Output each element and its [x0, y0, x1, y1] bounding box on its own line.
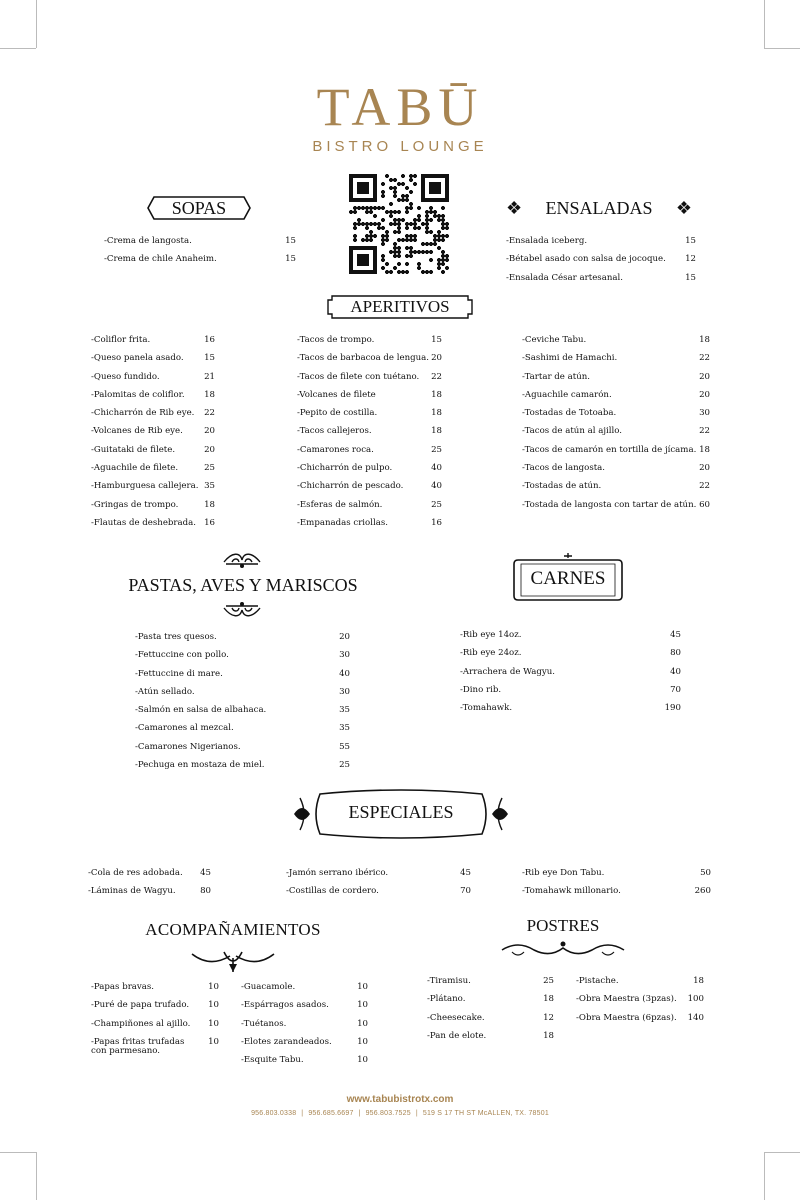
menu-item-price: 10: [357, 982, 368, 992]
menu-item-price: 16: [431, 517, 442, 528]
section-heading-postres: [508, 914, 618, 938]
separator: |: [301, 1110, 304, 1117]
menu-item: [297, 459, 442, 477]
flourish-ornament-icon: [190, 944, 276, 974]
menu-item-name: -Fettuccine di mare.: [135, 668, 223, 679]
menu-item: [297, 331, 442, 349]
menu-list-carnes: [460, 626, 681, 717]
menu-item-name: -Salmón en salsa de albahaca.: [135, 705, 267, 716]
menu-item-name: -Tacos de atún al ajillo.: [522, 426, 623, 437]
menu-item: [241, 1015, 368, 1033]
menu-item-price: 35: [339, 705, 350, 716]
menu-item: [460, 663, 681, 681]
menu-item-price: 18: [543, 1030, 554, 1041]
menu-list-aperitivos-col3: [522, 331, 710, 514]
menu-item-name: -Tomahawk millonario.: [522, 886, 621, 897]
menu-item: [297, 349, 442, 367]
menu-item-name: -Ceviche Tabu.: [522, 335, 587, 345]
menu-item: [91, 331, 215, 349]
menu-list-aperitivos-col1: [91, 331, 215, 532]
menu-item-price: 25: [431, 499, 442, 510]
menu-item-name: -Aguachile camarón.: [522, 389, 612, 400]
menu-item: [88, 864, 211, 882]
menu-item-price: 16: [204, 517, 215, 528]
menu-item-price: 10: [208, 982, 219, 992]
website-link[interactable]: www.tabubistrotx.com: [346, 1094, 454, 1105]
menu-item: [522, 349, 710, 367]
menu-item-price: 70: [670, 684, 681, 695]
menu-item-price: 25: [543, 976, 554, 986]
menu-item-name: -Camarones al mezcal.: [135, 723, 234, 734]
menu-item-name: -Jamón serrano ibérico.: [286, 868, 389, 878]
menu-item: [135, 628, 350, 646]
menu-item-price: 45: [200, 868, 211, 878]
flourish-right-icon: ❖: [675, 198, 692, 218]
menu-item-price: 25: [339, 760, 350, 771]
menu-item-price: 30: [339, 650, 350, 661]
section-title: POSTRES: [526, 916, 600, 935]
menu-item-price: 10: [208, 1036, 219, 1047]
menu-item: [91, 386, 215, 404]
menu-item: [427, 1027, 554, 1045]
menu-item: [522, 441, 710, 459]
menu-item-price: 18: [699, 335, 710, 345]
menu-item-price: 18: [693, 976, 704, 986]
menu-item-name: -Esferas de salmón.: [297, 499, 383, 510]
section-heading-sopas: [146, 193, 252, 223]
menu-item-price: 15: [204, 353, 215, 364]
menu-item-name: -Camarones roca.: [297, 444, 374, 455]
menu-item: [427, 972, 554, 990]
section-heading-acompanamientos: [128, 918, 338, 942]
menu-item-price: 100: [687, 994, 704, 1005]
menu-item-name: -Crema de chile Anaheim.: [104, 254, 217, 265]
menu-item-name: -Tostada de langosta con tartar de atún.: [522, 499, 697, 510]
menu-item-price: 25: [431, 444, 442, 455]
menu-item-name: -Espárragos asados.: [241, 1000, 329, 1011]
menu-list-especiales-col2: [286, 864, 471, 901]
scroll-ornament-icon: [222, 598, 262, 620]
menu-item-price: 25: [204, 463, 215, 474]
menu-item: [297, 441, 442, 459]
menu-item: [297, 514, 442, 532]
menu-item-name: -Tacos de camarón en tortilla de jícama.: [522, 444, 697, 455]
menu-item-name: -Aguachile de filete.: [91, 463, 179, 474]
menu-item-name: -Queso fundido.: [91, 371, 160, 382]
menu-item: [104, 232, 296, 250]
menu-item-price: 18: [431, 426, 442, 437]
menu-item-price: 10: [357, 1018, 368, 1029]
menu-item-name: -Tacos de filete con tuétano.: [297, 371, 420, 382]
menu-item-name: -Guitataki de filete.: [91, 444, 176, 455]
menu-item-name: -Pan de elote.: [427, 1030, 487, 1041]
menu-item-price: 18: [431, 408, 442, 419]
menu-item: [88, 882, 211, 900]
menu-item: [576, 972, 704, 990]
section-title: SOPAS: [171, 198, 227, 218]
menu-item-name: -Ensalada iceberg.: [506, 236, 588, 246]
menu-item-price: 15: [285, 236, 296, 246]
menu-item-name: -Tostadas de atún.: [522, 481, 602, 492]
menu-item-name-continued: con parmesano.: [91, 1045, 161, 1056]
menu-item: [460, 626, 681, 644]
menu-item-price: 140: [687, 1012, 704, 1023]
menu-item-name: -Puré de papa trufado.: [91, 1000, 190, 1011]
menu-item-name: -Atún sellado.: [135, 686, 195, 697]
menu-item-name: -Flautas de deshebrada.: [91, 517, 197, 528]
menu-list-ensaladas: [506, 232, 696, 287]
menu-item-price: 35: [204, 481, 215, 492]
menu-item-name: -Pistache.: [576, 976, 619, 986]
menu-item: [522, 459, 710, 477]
menu-item: [522, 422, 710, 440]
qr-code-icon[interactable]: [349, 174, 449, 274]
menu-item: [297, 404, 442, 422]
menu-item-price: 190: [664, 703, 681, 714]
menu-item-name: -Pechuga en mostaza de miel.: [135, 760, 265, 771]
menu-item: [135, 701, 350, 719]
menu-item-price: 15: [431, 335, 442, 345]
menu-item-price: 30: [339, 686, 350, 697]
menu-item-price: 10: [208, 1000, 219, 1011]
menu-item: [91, 459, 215, 477]
address: 519 S 17 TH ST McALLEN, TX. 78501: [422, 1110, 549, 1117]
menu-item-name: -Camarones Nigerianos.: [135, 741, 241, 752]
menu-item-price: 40: [431, 481, 442, 492]
menu-item-name: -Fettuccine con pollo.: [135, 650, 229, 661]
menu-item-name: -Plátano.: [427, 994, 466, 1005]
menu-item-price: 10: [208, 1018, 219, 1029]
menu-item-price: 10: [357, 1000, 368, 1011]
menu-item-price: 18: [431, 389, 442, 400]
menu-item-name: -Gringas de trompo.: [91, 499, 179, 510]
menu-item-price: 40: [431, 463, 442, 474]
menu-item-price: 18: [204, 499, 215, 510]
menu-item: [91, 368, 215, 386]
menu-list-sopas: [104, 232, 296, 269]
menu-item-price: 45: [460, 868, 471, 878]
menu-item-name: -Sashimi de Hamachi.: [522, 353, 618, 364]
menu-item-name: -Rib eye 24oz.: [460, 648, 522, 659]
menu-item: [241, 978, 368, 996]
menu-item-price: 20: [204, 426, 215, 437]
menu-item-name: -Obra Maestra (3pzas).: [576, 994, 677, 1005]
menu-item-price: 20: [699, 371, 710, 382]
menu-item-price: 18: [204, 389, 215, 400]
menu-item-name: -Bétabel asado con salsa de jocoque.: [506, 254, 666, 265]
menu-item-name: -Chicharrón de Rib eye.: [91, 408, 195, 419]
section-heading-especiales: [290, 788, 512, 840]
menu-item: [91, 477, 215, 495]
phone-number[interactable]: 956.803.0338: [251, 1110, 297, 1117]
menu-item: [135, 683, 350, 701]
menu-item: [135, 646, 350, 664]
menu-item-name: -Chicharrón de pulpo.: [297, 463, 393, 474]
menu-item: [91, 496, 215, 514]
menu-item-name: -Chicharrón de pescado.: [297, 481, 404, 492]
menu-item-name: -Queso panela asado.: [91, 353, 184, 364]
menu-item-name: -Tacos de langosta.: [522, 463, 606, 474]
menu-item: [286, 864, 471, 882]
menu-item: [104, 250, 296, 268]
menu-item-price: 22: [699, 353, 710, 364]
menu-item-name: -Tacos de barbacoa de lengua.: [297, 353, 430, 364]
brand-subtitle: BISTRO LOUNGE: [312, 138, 488, 155]
flourish-left-icon: ❖: [506, 198, 523, 218]
menu-item-price: 20: [339, 632, 350, 642]
menu-item-price: 22: [699, 426, 710, 437]
menu-item: [427, 990, 554, 1008]
menu-item: [460, 699, 681, 717]
menu-list-postres-col2: [576, 972, 704, 1027]
menu-item: [460, 681, 681, 699]
menu-item: [241, 1033, 368, 1051]
menu-item-price: 21: [204, 371, 215, 382]
menu-item-name: -Palomitas de coliflor.: [91, 389, 185, 400]
crop-mark: [764, 1152, 800, 1153]
crop-mark: [0, 48, 36, 49]
menu-item-name: -Costillas de cordero.: [286, 886, 379, 897]
brand-logo: TABŪ: [316, 77, 484, 137]
menu-list-aperitivos-col2: [297, 331, 442, 532]
menu-item: [522, 331, 710, 349]
menu-item: [91, 996, 219, 1014]
menu-item: [135, 738, 350, 756]
menu-item-price: 18: [699, 444, 710, 455]
menu-item-name: -Cola de res adobada.: [88, 868, 183, 878]
menu-item-price: 22: [431, 371, 442, 382]
menu-item-price: 50: [700, 868, 711, 878]
menu-item-price: 70: [460, 886, 471, 897]
menu-item-name: -Esquite Tabu.: [241, 1055, 304, 1066]
menu-item: [91, 1015, 219, 1033]
menu-item-price: 40: [670, 666, 681, 677]
menu-item-price: 80: [670, 648, 681, 659]
menu-item: [91, 1033, 219, 1055]
menu-item-price: 22: [204, 408, 215, 419]
section-title: PASTAS, AVES Y MARISCOS: [128, 575, 358, 595]
menu-item-price: 260: [694, 886, 711, 897]
menu-item-price: 10: [357, 1055, 368, 1066]
menu-item-price: 20: [699, 463, 710, 474]
menu-item-name: -Crema de langosta.: [104, 236, 192, 246]
crop-mark: [36, 1152, 37, 1200]
menu-item-price: 16: [204, 335, 215, 345]
menu-item-name: -Obra Maestra (6pzas).: [576, 1012, 677, 1023]
menu-item-name: -Guacamole.: [241, 982, 296, 992]
menu-item-name: -Tiramisu.: [427, 976, 471, 986]
section-title: ESPECIALES: [348, 802, 454, 822]
menu-item: [522, 496, 710, 514]
menu-item-name: -Tostadas de Totoaba.: [522, 408, 617, 419]
menu-item-name: -Tomahawk.: [460, 703, 513, 714]
scroll-ornament-icon: [222, 550, 262, 572]
menu-item: [460, 644, 681, 662]
menu-item: [576, 990, 704, 1008]
menu-item-name: -Rib eye 14oz.: [460, 630, 522, 640]
contact-line: [0, 1110, 800, 1117]
menu-item: [135, 756, 350, 774]
menu-item: [91, 422, 215, 440]
menu-item-price: 15: [285, 254, 296, 265]
menu-item: [427, 1009, 554, 1027]
menu-item-price: 45: [670, 630, 681, 640]
menu-item-price: 12: [543, 1012, 554, 1023]
crop-mark: [36, 0, 37, 48]
menu-list-pastas: [135, 628, 350, 774]
section-title: APERITIVOS: [350, 297, 450, 316]
menu-item-name: -Empanadas criollas.: [297, 517, 388, 528]
menu-item-price: 20: [431, 353, 442, 364]
crop-mark: [764, 1152, 765, 1200]
menu-item-price: 40: [339, 668, 350, 679]
menu-item: [91, 514, 215, 532]
menu-item-name: -Tacos callejeros.: [297, 426, 372, 437]
menu-item: [506, 250, 696, 268]
menu-item-name: -Papas bravas.: [91, 982, 155, 992]
menu-item-name: -Dino rib.: [460, 684, 502, 695]
menu-item-name: -Tacos de trompo.: [297, 335, 375, 345]
menu-item: [91, 978, 219, 996]
menu-item-price: 22: [699, 481, 710, 492]
menu-item: [506, 232, 696, 250]
menu-item-name: -Papas fritas trufadas: [91, 1036, 185, 1047]
menu-item: [241, 1051, 368, 1069]
menu-list-especiales-col1: [88, 864, 211, 901]
menu-item-name: -Tartar de atún.: [522, 371, 591, 382]
menu-item: [135, 719, 350, 737]
crop-mark: [764, 48, 800, 49]
menu-item-price: 60: [699, 499, 710, 510]
menu-item-name: -Rib eye Don Tabu.: [522, 868, 605, 878]
menu-item-name: -Pasta tres quesos.: [135, 632, 217, 642]
separator: |: [358, 1110, 361, 1117]
menu-item: [576, 1009, 704, 1027]
menu-item-price: 10: [357, 1036, 368, 1047]
menu-item-price: 15: [685, 272, 696, 283]
menu-item-name: -Pepito de costilla.: [297, 408, 378, 419]
menu-item-name: -Cheesecake.: [427, 1012, 485, 1023]
menu-item: [297, 368, 442, 386]
menu-item: [241, 996, 368, 1014]
menu-item: [506, 269, 696, 287]
menu-item: [297, 386, 442, 404]
crop-mark: [0, 1152, 36, 1153]
menu-item-name: -Elotes zarandeados.: [241, 1036, 332, 1047]
menu-item: [522, 404, 710, 422]
separator: |: [415, 1110, 418, 1117]
menu-item-name: -Arrachera de Wagyu.: [460, 666, 555, 677]
menu-item: [522, 864, 711, 882]
menu-item: [522, 368, 710, 386]
menu-item-price: 35: [339, 723, 350, 734]
menu-item-price: 80: [200, 886, 211, 897]
section-heading-pastas: [116, 572, 370, 598]
menu-item-price: 12: [685, 254, 696, 265]
menu-list-postres-col1: [427, 972, 554, 1045]
menu-item-name: -Láminas de Wagyu.: [88, 886, 176, 897]
phone-number[interactable]: 956.803.7525: [365, 1110, 411, 1117]
menu-item-price: 55: [339, 741, 350, 752]
menu-item-price: 20: [699, 389, 710, 400]
section-title: ENSALADAS: [545, 198, 653, 218]
menu-item-name: -Tuétanos.: [241, 1018, 287, 1029]
section-heading-ensaladas: [506, 194, 692, 222]
menu-list-especiales-col3: [522, 864, 711, 901]
menu-item-name: -Coliflor frita.: [91, 335, 151, 345]
menu-list-acompanamientos-col2: [241, 978, 368, 1069]
menu-item: [297, 477, 442, 495]
section-title: CARNES: [530, 568, 606, 589]
menu-item-name: -Hamburguesa callejera.: [91, 481, 199, 492]
section-title: ACOMPAÑAMIENTOS: [145, 920, 321, 939]
menu-item-price: 30: [699, 408, 710, 419]
menu-item: [286, 882, 471, 900]
menu-item: [135, 665, 350, 683]
menu-item-name: -Champiñones al ajillo.: [91, 1018, 191, 1029]
menu-item-price: 15: [685, 236, 696, 246]
menu-item-name: -Ensalada César artesanal.: [506, 272, 623, 283]
phone-number[interactable]: 956.685.6697: [308, 1110, 354, 1117]
section-heading-carnes: [510, 552, 626, 604]
crop-mark: [764, 0, 765, 48]
menu-item: [522, 386, 710, 404]
section-heading-aperitivos: [326, 293, 474, 321]
menu-item: [91, 349, 215, 367]
menu-item: [297, 496, 442, 514]
menu-item-name: -Volcanes de Rib eye.: [91, 426, 183, 437]
menu-item: [91, 441, 215, 459]
menu-item-price: 20: [204, 444, 215, 455]
menu-list-acompanamientos-col1: [91, 978, 219, 1055]
flourish-ornament-icon: [498, 938, 628, 960]
menu-item-price: 18: [543, 994, 554, 1005]
menu-item-name: -Volcanes de filete: [297, 389, 376, 400]
menu-item: [297, 422, 442, 440]
menu-item: [91, 404, 215, 422]
menu-item: [522, 882, 711, 900]
menu-item: [522, 477, 710, 495]
